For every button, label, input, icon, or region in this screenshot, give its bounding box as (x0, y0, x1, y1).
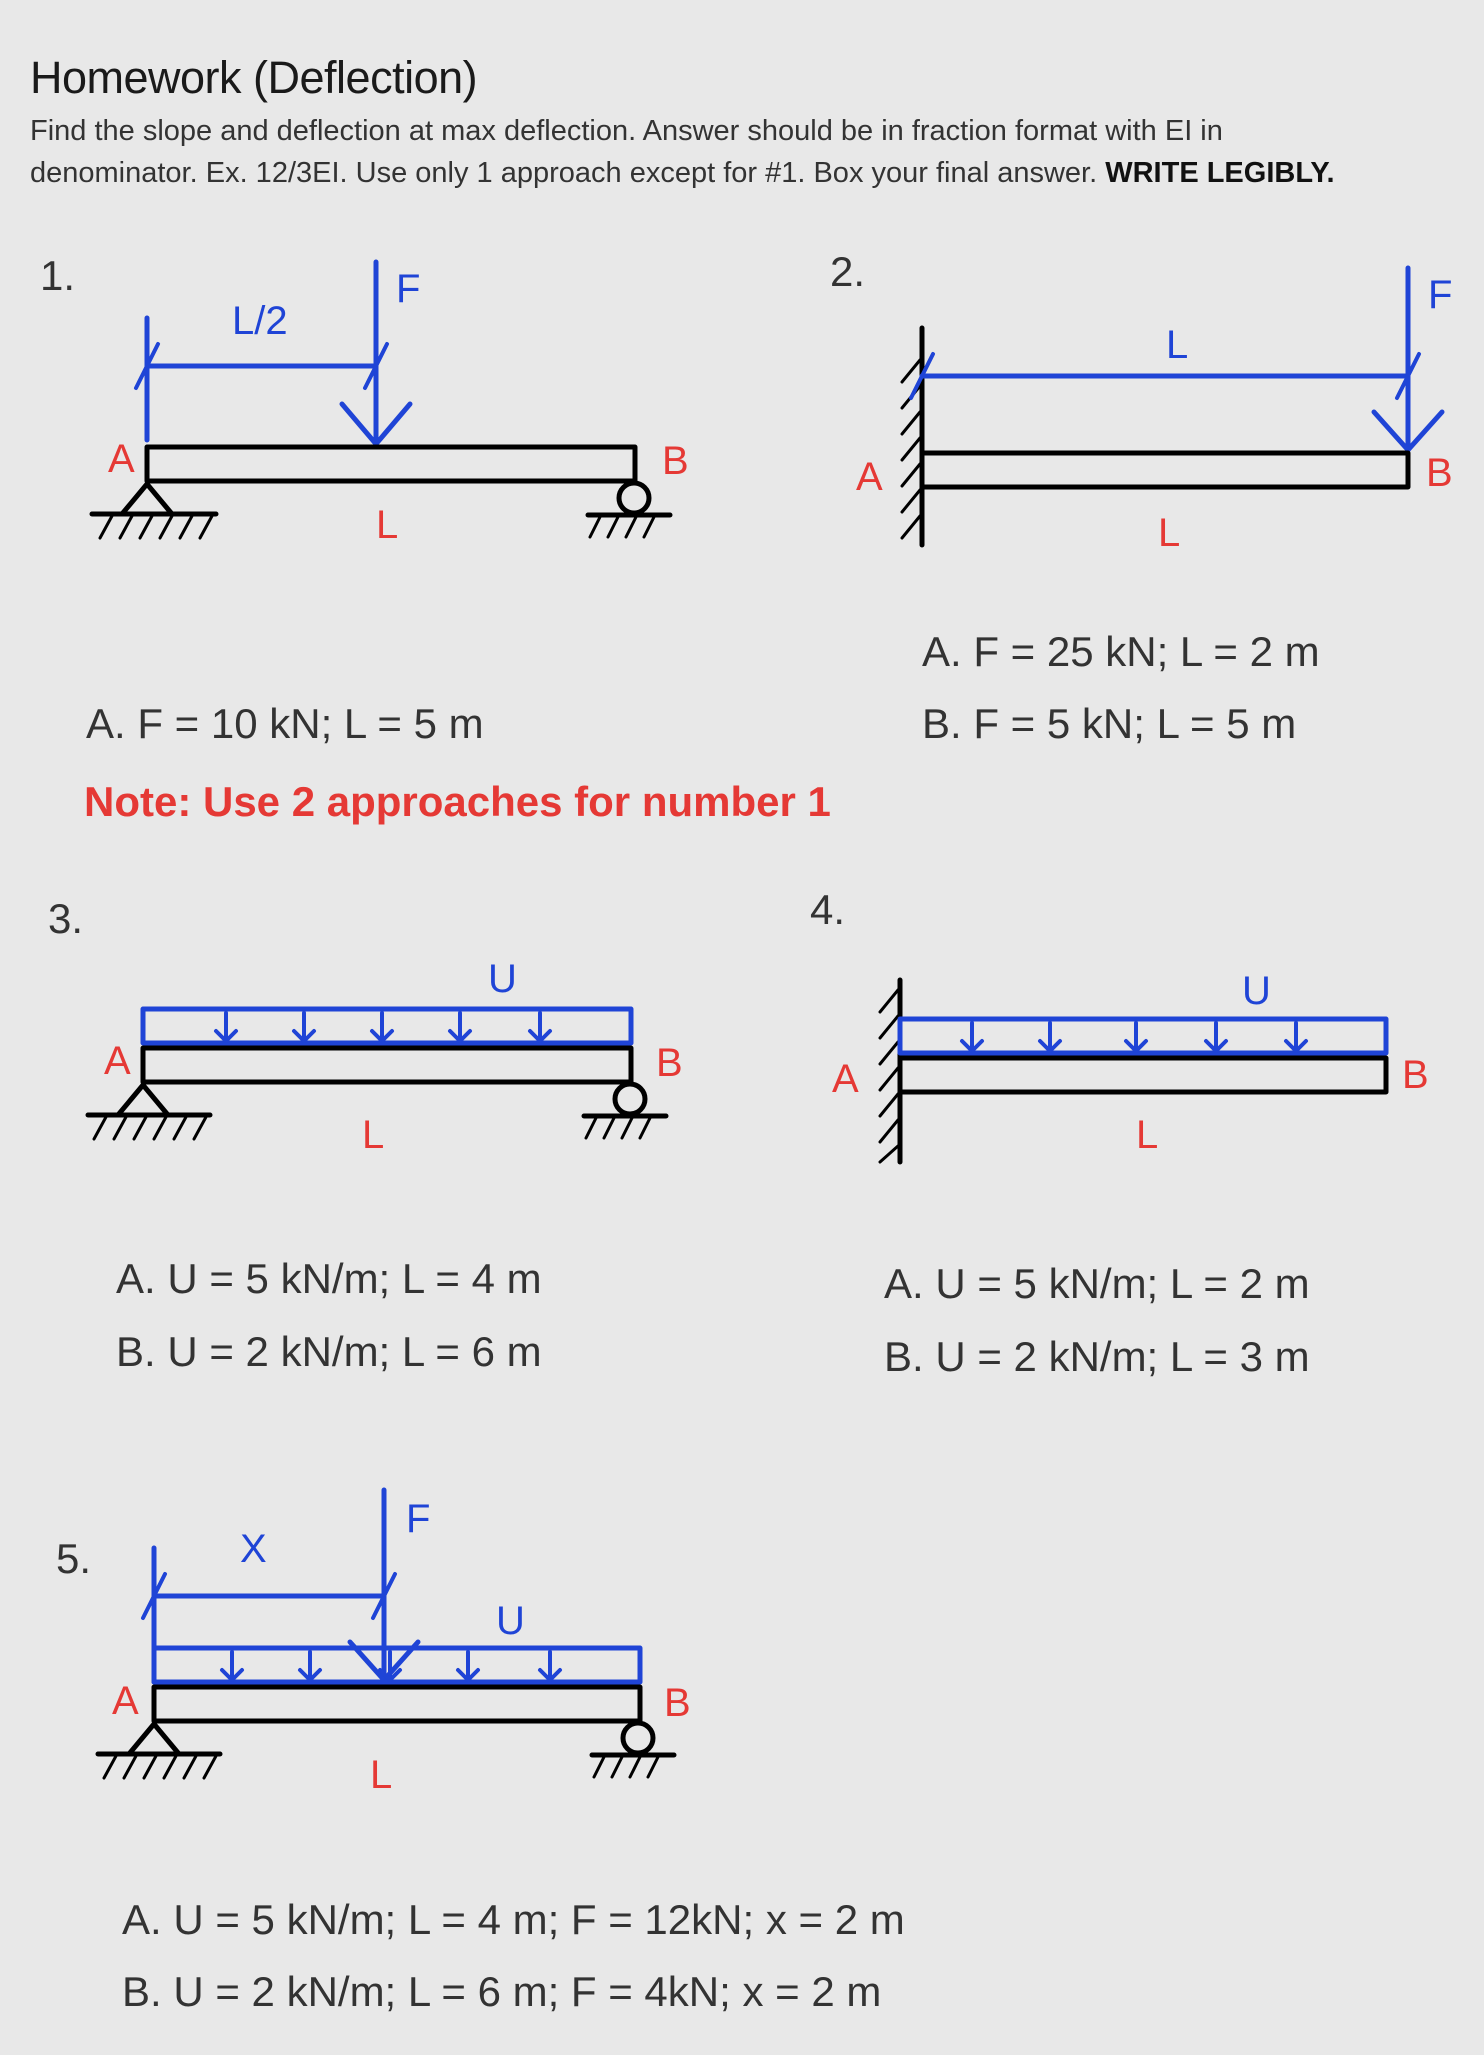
problem-1-length-label: L (376, 503, 399, 547)
beam (900, 1058, 1386, 1092)
problem-5-answer-b: B. U = 2 kN/m; L = 6 m; F = 4kN; x = 2 m (122, 1968, 882, 2015)
problem-5-label-a: A (112, 1679, 139, 1723)
problem-2-force-label: F (1428, 273, 1453, 317)
problem-3-label-b: B (656, 1041, 683, 1085)
pin-support (118, 1085, 168, 1115)
problem-4-answer-b: B. U = 2 kN/m; L = 3 m (884, 1333, 1310, 1380)
problem-1-answer-a: A. F = 10 kN; L = 5 m (86, 700, 484, 747)
problem-4-number: 4. (810, 886, 846, 933)
problem-5-diagram (98, 1490, 674, 1778)
problem-1-note: Note: Use 2 approaches for number 1 (84, 778, 831, 825)
problem-5-force-label: F (406, 1497, 431, 1541)
load-arrows (216, 1013, 550, 1041)
problem-3-answer-a: A. U = 5 kN/m; L = 4 m (116, 1255, 542, 1302)
wall-hatch (880, 990, 898, 1162)
problem-5-label-b: B (664, 1681, 691, 1725)
problem-2-label-b: B (1426, 451, 1453, 495)
problem-3-answer-b: B. U = 2 kN/m; L = 6 m (116, 1328, 542, 1375)
problem-4-answer-a: A. U = 5 kN/m; L = 2 m (884, 1260, 1310, 1307)
problem-4-length-label: L (1136, 1113, 1159, 1157)
beam (147, 447, 635, 481)
load-arrows (222, 1652, 560, 1680)
problem-5-distance-label: X (240, 1527, 267, 1571)
instructions-emphasis: WRITE LEGIBLY. (1105, 157, 1335, 189)
problem-2-diagram (902, 268, 1442, 545)
problem-1-diagram (92, 262, 670, 538)
problem-5-answer-a: A. U = 5 kN/m; L = 4 m; F = 12kN; x = 2 m (122, 1896, 905, 1943)
pin-support (122, 484, 172, 514)
instructions-line-1: Find the slope and deflection at max deflection. Answer should be in fraction format with EI in (30, 115, 1223, 147)
problem-2-label-a: A (856, 455, 883, 499)
problem-2-number: 2. (830, 248, 866, 295)
instructions-line-2: denominator. Ex. 12/3EI. Use only 1 approach except for #1. Box your final answer. (30, 157, 1106, 189)
roller-support (619, 483, 649, 513)
ground-hatch (586, 1118, 650, 1138)
problem-1-distance-label: L/2 (232, 299, 288, 343)
problem-3-length-label: L (362, 1113, 385, 1157)
problem-1-number: 1. (40, 252, 76, 299)
ground-hatch (100, 516, 212, 538)
problem-5-length-label: L (370, 1753, 393, 1797)
problem-2-length-label: L (1158, 511, 1181, 555)
pin-support (129, 1724, 179, 1754)
problem-2-span-label: L (1166, 323, 1189, 367)
ground-hatch (594, 1757, 658, 1777)
problem-5-number: 5. (56, 1535, 92, 1582)
roller-support (623, 1723, 653, 1753)
problem-4-label-a: A (832, 1057, 859, 1101)
problem-1-label-b: B (662, 439, 689, 483)
problem-4-diagram (880, 980, 1386, 1162)
beam (143, 1048, 631, 1082)
problem-3-label-a: A (104, 1039, 131, 1083)
problem-4-load-label: U (1242, 969, 1271, 1013)
ground-hatch (104, 1756, 216, 1778)
problem-4-label-b: B (1402, 1053, 1429, 1097)
load-arrows (962, 1023, 1306, 1051)
beam (154, 1687, 640, 1721)
ground-hatch (94, 1117, 206, 1139)
problem-3-load-label: U (488, 957, 517, 1001)
beam (922, 453, 1408, 487)
page-title: Homework (Deflection) (30, 52, 478, 103)
problem-1-label-a: A (108, 437, 135, 481)
ground-hatch (590, 517, 654, 537)
problem-1-force-label: F (396, 267, 421, 311)
problem-2-answer-b: B. F = 5 kN; L = 5 m (922, 700, 1297, 747)
problem-2-answer-a: A. F = 25 kN; L = 2 m (922, 628, 1320, 675)
problem-3-number: 3. (48, 895, 84, 942)
roller-support (615, 1084, 645, 1114)
problem-5-load-label: U (496, 1599, 525, 1643)
